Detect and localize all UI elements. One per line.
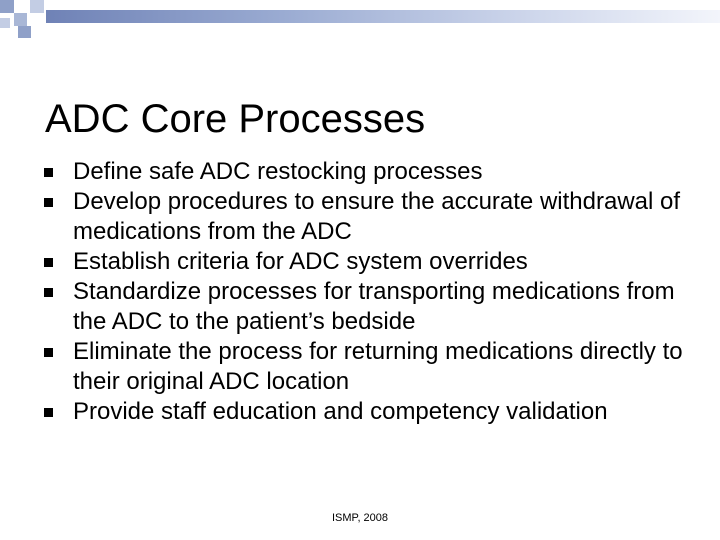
square-bullet-icon: [44, 168, 53, 177]
slide-footer: ISMP, 2008: [331, 512, 389, 524]
bullet-item: [44, 247, 704, 277]
square-bullet-icon: [44, 198, 53, 207]
square-bullet-icon: [44, 288, 53, 297]
slide-title: ADC Core Processes: [45, 96, 426, 141]
square-bullet-icon: [44, 258, 53, 267]
bullet-list: [44, 157, 704, 427]
bullet-item: [44, 187, 704, 247]
square-bullet-icon: [44, 348, 53, 357]
decorative-square: [0, 0, 14, 13]
bullet-text: Standardize processes for transporting medications from the ADC to the patient’s bedside: [73, 278, 675, 335]
bullet-item: [44, 277, 704, 337]
decorative-square: [0, 18, 10, 28]
bullet-item: [44, 337, 704, 397]
bullet-item: [44, 397, 704, 427]
bullet-text: Eliminate the process for returning medications directly to their original ADC location: [73, 338, 683, 395]
decorative-square: [30, 0, 44, 13]
header-gradient-bar: [46, 10, 720, 23]
square-bullet-icon: [44, 408, 53, 417]
bullet-item: [44, 157, 704, 187]
bullet-text: Establish criteria for ADC system overrides: [73, 248, 528, 275]
bullet-text: Provide staff education and competency validation: [73, 398, 608, 425]
decorative-square: [18, 26, 31, 38]
decorative-square: [14, 13, 27, 26]
bullet-text: Define safe ADC restocking processes: [73, 158, 483, 185]
bullet-text: Develop procedures to ensure the accurate withdrawal of medications from the ADC: [73, 188, 681, 245]
